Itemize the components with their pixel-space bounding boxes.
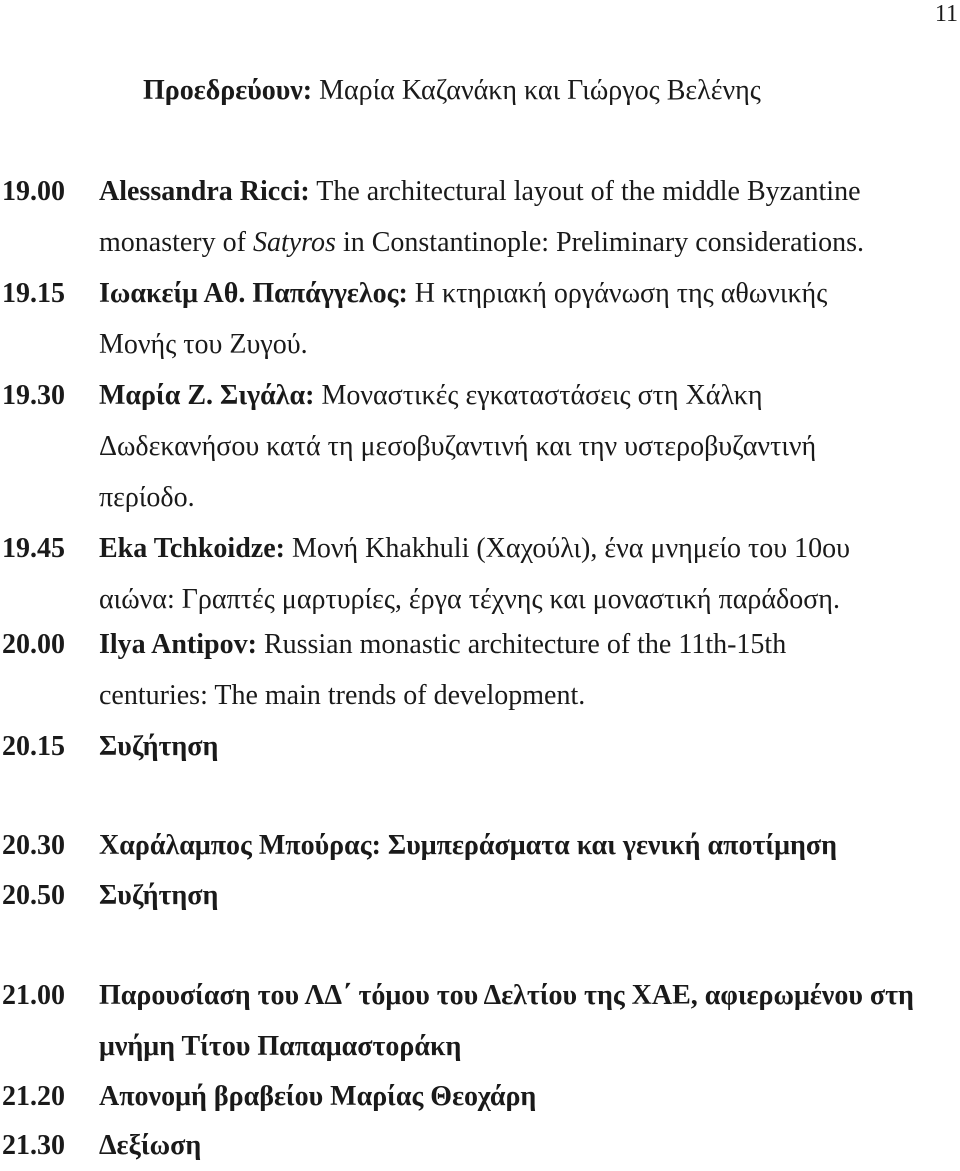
entry-time: 21.00 xyxy=(2,980,65,1011)
program-entry-1900 xyxy=(0,166,960,268)
entry-time: 21.30 xyxy=(2,1130,65,1161)
talk-title-part: The architectural layout of the middle Byzantine xyxy=(309,176,861,207)
entry-line: αιώνα: Γραπτές μαρτυρίες, έργα τέχνης και μοναστική παράδοση. xyxy=(99,584,840,615)
chairs-line xyxy=(143,73,761,109)
talk-title-part: Μονή Khakhuli (Χαχούλι), ένα μνημείο του 10ου xyxy=(284,533,851,564)
talk-title-part: monastery of xyxy=(99,227,253,258)
page-number: 11 xyxy=(934,1,958,27)
speaker-name: Alessandra Ricci: xyxy=(99,176,310,207)
talk-title-part: Μοναστικές εγκαταστάσεις στη Χάλκη xyxy=(314,380,763,411)
entry-time: 19.30 xyxy=(2,380,65,411)
chairs-names: Μαρία Καζανάκη και Γιώργος Βελένης xyxy=(312,75,761,106)
entry-time: 19.00 xyxy=(2,176,65,207)
program-entry-1930 xyxy=(0,370,960,523)
entry-line: centuries: The main trends of development. xyxy=(99,680,586,711)
program-entry-2130 xyxy=(0,1120,960,1171)
entry-title: Παρουσίαση του ΛΔ΄ τόμου του Δελτίου της ΧΑΕ, αφιερωμένου στη xyxy=(99,980,914,1011)
entry-time: 21.20 xyxy=(2,1081,65,1112)
program-entry-2100 xyxy=(0,970,960,1072)
talk-title-part: Russian monastic architecture of the 11th-15th xyxy=(256,629,787,660)
talk-title-italic: Satyros xyxy=(252,227,336,258)
entry-line xyxy=(99,370,957,421)
talk-title-part: in Constantinople: Preliminary considerations. xyxy=(335,227,864,258)
entry-title: Απονομή βραβείου Μαρίας Θεοχάρη xyxy=(99,1081,537,1112)
talk-title-part: Η κτηριακή οργάνωση της αθωνικής xyxy=(407,278,828,309)
entry-title: Συζήτηση xyxy=(99,880,219,911)
program-entry-2015 xyxy=(0,721,960,772)
program-entry-2120 xyxy=(0,1071,960,1122)
entry-line: Μονής του Ζυγού. xyxy=(99,329,308,360)
program-entry-1915 xyxy=(0,268,960,370)
entry-time: 19.45 xyxy=(2,533,65,564)
speaker-name: Eka Tchkoidze: xyxy=(99,533,285,564)
entry-line xyxy=(99,523,957,574)
entry-time: 20.00 xyxy=(2,629,65,660)
entry-time: 20.50 xyxy=(2,880,65,911)
entry-line xyxy=(99,217,957,268)
entry-title: μνήμη Τίτου Παπαμαστοράκη xyxy=(99,1031,462,1062)
entry-title: Δεξίωση xyxy=(99,1130,202,1161)
entry-line xyxy=(99,166,957,217)
program-entry-1945 xyxy=(0,523,960,625)
speaker-name: Ilya Antipov: xyxy=(99,629,257,660)
program-entry-2030 xyxy=(0,820,960,871)
entry-time: 19.15 xyxy=(2,278,65,309)
entry-title: Χαράλαμπος Μπούρας: Συμπεράσματα και γενική αποτίμηση xyxy=(99,830,838,861)
speaker-name: Μαρία Ζ. Σιγάλα: xyxy=(99,380,315,411)
entry-line: περίοδο. xyxy=(99,482,195,513)
entry-title: Συζήτηση xyxy=(99,731,219,762)
speaker-name: Ιωακείμ Αθ. Παπάγγελος: xyxy=(99,278,408,309)
entry-time: 20.30 xyxy=(2,830,65,861)
program-entry-2000 xyxy=(0,619,960,721)
entry-time: 20.15 xyxy=(2,731,65,762)
chairs-label: Προεδρεύουν: xyxy=(143,75,313,106)
program-entry-2050 xyxy=(0,870,960,921)
entry-line xyxy=(99,619,957,670)
entry-line xyxy=(99,268,957,319)
entry-line: Δωδεκανήσου κατά τη μεσοβυζαντινή και την υστεροβυζαντινή xyxy=(99,431,817,462)
